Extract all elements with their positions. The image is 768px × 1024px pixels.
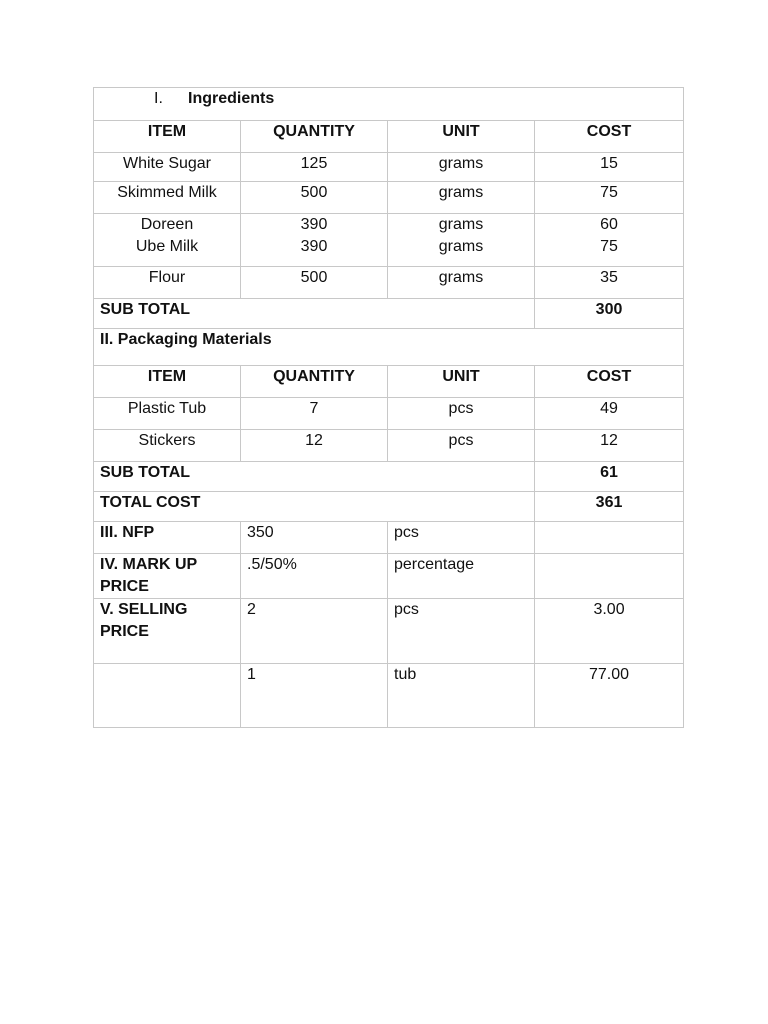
packaging-section-title: II. Packaging Materials <box>94 329 684 366</box>
subtotal-value: 61 <box>535 462 684 492</box>
selling-tub-row <box>94 664 684 728</box>
total-cost-label: TOTAL COST <box>94 492 535 522</box>
packaging-subtotal-row <box>94 462 684 492</box>
costing-table <box>93 87 684 728</box>
nfp-quantity: 350 <box>241 522 388 554</box>
subtotal-label: SUB TOTAL <box>94 462 535 492</box>
markup-row <box>94 554 684 599</box>
quantity-line: 390 <box>300 216 328 233</box>
table-row <box>94 182 684 214</box>
item-cell: Plastic Tub <box>94 398 241 430</box>
item-line: Ube Milk <box>135 238 199 255</box>
nfp-unit: pcs <box>388 522 535 554</box>
quantity-cell <box>241 214 388 267</box>
column-header: UNIT <box>388 121 535 153</box>
markup-quantity: .5/50% <box>241 554 388 599</box>
table-row <box>94 214 684 267</box>
quantity-line: 390 <box>300 238 328 255</box>
column-header: QUANTITY <box>241 366 388 398</box>
unit-cell: grams <box>388 267 535 299</box>
quantity-cell: 125 <box>241 153 388 182</box>
total-cost-row <box>94 492 684 522</box>
column-header: ITEM <box>94 121 241 153</box>
section-title: Ingredients <box>188 90 275 107</box>
selling-tub-cost: 77.00 <box>535 664 684 728</box>
column-header: UNIT <box>388 366 535 398</box>
cost-cell <box>535 214 684 267</box>
markup-label: IV. MARK UP PRICE <box>94 554 241 599</box>
table-row <box>94 267 684 299</box>
column-header: QUANTITY <box>241 121 388 153</box>
selling-price-label: V. SELLING PRICE <box>94 599 241 664</box>
selling-tub-unit: tub <box>388 664 535 728</box>
packaging-header-row <box>94 366 684 398</box>
cost-line: 60 <box>600 216 618 233</box>
selling-price-unit: pcs <box>388 599 535 664</box>
ingredients-header-row <box>94 121 684 153</box>
subtotal-label: SUB TOTAL <box>94 299 535 329</box>
ingredients-subtotal-row <box>94 299 684 329</box>
item-line: Doreen <box>140 216 194 233</box>
ingredients-section-row <box>94 88 684 121</box>
item-cell: Stickers <box>94 430 241 462</box>
ingredients-section-title <box>94 88 684 121</box>
selling-tub-quantity: 1 <box>241 664 388 728</box>
cost-cell: 35 <box>535 267 684 299</box>
quantity-cell: 7 <box>241 398 388 430</box>
unit-cell: grams <box>388 182 535 214</box>
cost-line: 75 <box>600 238 618 255</box>
table-row <box>94 430 684 462</box>
unit-line: grams <box>438 216 484 233</box>
table-row <box>94 398 684 430</box>
unit-line: grams <box>438 238 484 255</box>
packaging-section-row <box>94 329 684 366</box>
column-header: COST <box>535 121 684 153</box>
item-cell: White Sugar <box>94 153 241 182</box>
section-numeral: I. <box>154 90 163 107</box>
total-cost-value: 361 <box>535 492 684 522</box>
nfp-cost <box>535 522 684 554</box>
item-cell: Skimmed Milk <box>94 182 241 214</box>
unit-cell: grams <box>388 153 535 182</box>
quantity-cell: 12 <box>241 430 388 462</box>
selling-price-row <box>94 599 684 664</box>
nfp-label: III. NFP <box>94 522 241 554</box>
item-cell <box>94 214 241 267</box>
selling-price-quantity: 2 <box>241 599 388 664</box>
cost-cell: 75 <box>535 182 684 214</box>
unit-cell: pcs <box>388 430 535 462</box>
markup-cost <box>535 554 684 599</box>
subtotal-value: 300 <box>535 299 684 329</box>
unit-cell: pcs <box>388 398 535 430</box>
table-row <box>94 153 684 182</box>
quantity-cell: 500 <box>241 182 388 214</box>
column-header: COST <box>535 366 684 398</box>
cost-cell: 15 <box>535 153 684 182</box>
nfp-row <box>94 522 684 554</box>
unit-cell <box>388 214 535 267</box>
selling-tub-label <box>94 664 241 728</box>
cost-cell: 12 <box>535 430 684 462</box>
markup-unit: percentage <box>388 554 535 599</box>
selling-price-cost: 3.00 <box>535 599 684 664</box>
cost-cell: 49 <box>535 398 684 430</box>
quantity-cell: 500 <box>241 267 388 299</box>
item-cell: Flour <box>94 267 241 299</box>
column-header: ITEM <box>94 366 241 398</box>
